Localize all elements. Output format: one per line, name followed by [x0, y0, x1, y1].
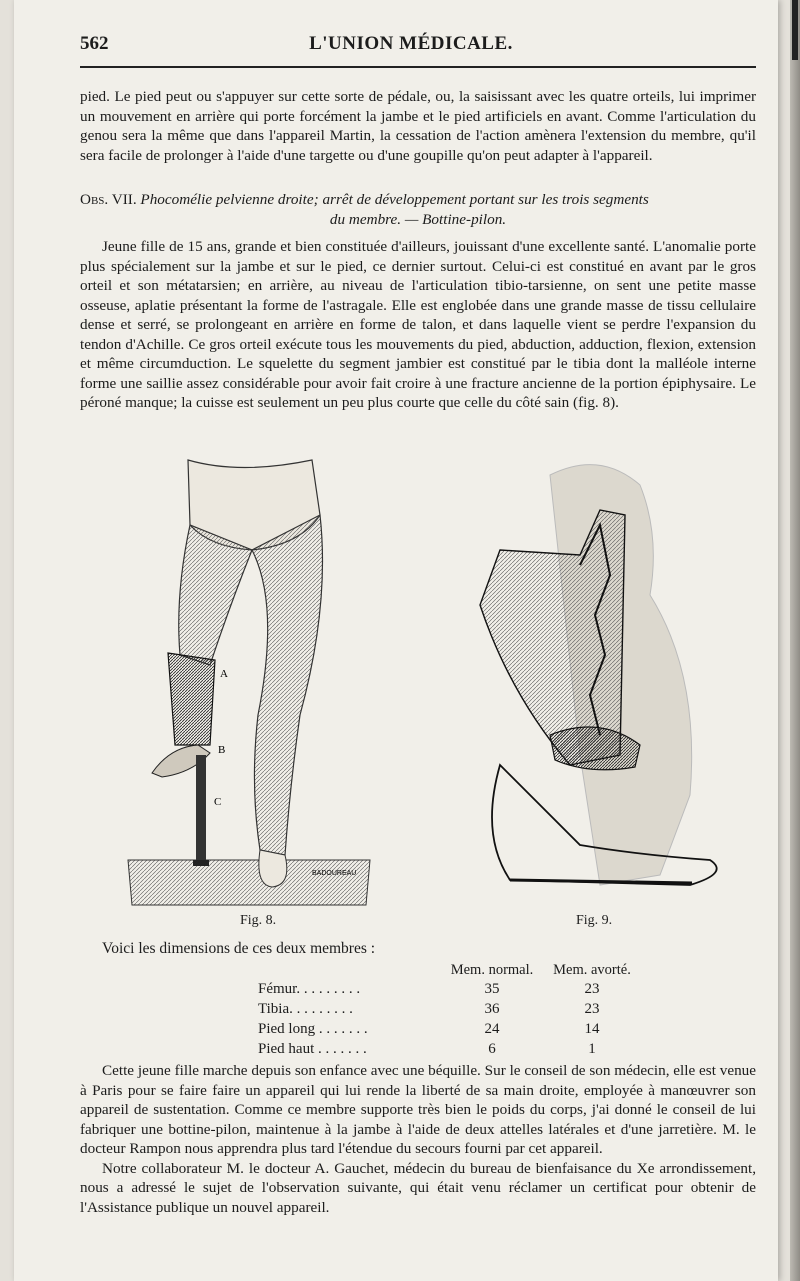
- page-edge-mark: [792, 0, 798, 60]
- cell-normal: 35: [484, 980, 500, 997]
- page-header: [66, 33, 756, 59]
- paragraph-1: [80, 87, 756, 165]
- observation-label: Obs. VII.: [80, 191, 137, 208]
- page-number: 562: [80, 33, 109, 54]
- figure-8-caption: Fig. 8.: [240, 913, 277, 928]
- book-page: [14, 0, 778, 1281]
- table-row: [254, 999, 642, 1019]
- paragraph-3: [80, 1061, 756, 1217]
- cell-avorte: 1: [588, 1040, 596, 1057]
- observation-heading: [80, 190, 756, 229]
- paragraph-3b-text: Notre collaborateur M. le docteur A. Gauchet, médecin du bureau de bienfaisance du Xe arrondissement, nous a adressé le sujet de l'observation suivante, qui était venu réclamer un certificat pour obtenir de l'Assistance publique un nouvel appareil.: [80, 1159, 756, 1216]
- observation-title-line1: Phocomélie pelvienne droite; arrêt de développement portant sur les trois segments: [140, 191, 649, 208]
- dimensions-table: [254, 962, 642, 1059]
- dimensions-intro: Voici les dimensions de ces deux membres :: [102, 940, 376, 957]
- observation-title-line2: du membre. — Bottine-pilon.: [329, 210, 507, 228]
- row-label: Pied haut . . . . . . .: [258, 1040, 367, 1057]
- table-header-row: [254, 962, 642, 979]
- paragraph-1-text: pied. Le pied peut ou s'appuyer sur cette sorte de pédale, ou, la saisissant avec les quatre orteils, lui imprimer un mouvement en arrière qui porte forcément la jambe et le pied artificiels en avant. Comme l'articulation du genou sera la même que dans l'appareil Martin, la cessation de l'action amènera l'extension du membre, qu'il sera facile de prolonger à l'aide d'une targette ou d'une goupille qu'on peut adapter à l'appareil.: [80, 88, 756, 164]
- row-label: Pied long . . . . . . .: [258, 1020, 368, 1037]
- paragraph-2-text: Jeune fille de 15 ans, grande et bien constituée d'ailleurs, jouissant d'une excellente santé. L'anomalie porte plus spécialement sur la jambe et sur le pied, ce dernier surtout. Celui-ci est constitué en avant par le gros orteil et son métatarsien; en arrière, au niveau de l'articulation tibio-tarsienne, on sent une petite masse osseuse, aplatie présentant la forme de l'astragale. Elle est englobée dans une grande masse de tissu cellulaire dense et serré, se prolongeant en arrière en forme de talon, et dans laquelle vient se perdre l'expansion du tendon d'Achille. Ce gros orteil exécute tous les mouvements du pied, abduction, adduction, flexion, extension et même circumduction. Le squelette du segment jambier est constitué par le tibia dont la malléole interne forme une saillie assez considérable pour avoir fait croire à une fracture ancienne de la portion épiphysaire. Le péroné manque; la cuisse est seulement un peu plus courte que celle du côté sain (fig. 8).: [80, 238, 756, 411]
- figures-area: [80, 455, 756, 935]
- column-header-normal: Mem. normal.: [450, 962, 534, 978]
- fig8-letter-c: C: [214, 796, 222, 808]
- table-row: [254, 1019, 642, 1039]
- paragraph-3a-text: Cette jeune fille marche depuis son enfance avec une béquille. Sur le conseil de son médecin, elle est venue à Paris pour se faire faire un appareil qui lui rende la liberté de sa main droite, employée à manœuvrer son appareil de sustentation. Comme ce membre supporte très bien le poids du corps, j'ai donné le conseil de lui fabriquer une bottine-pilon, maintenue à la jambe à l'aide de deux attelles latérales et d'une jarretière. M. le docteur Rampon nous apprendra plus tard l'étendue du secours fourni par cet appareil.: [80, 1062, 756, 1157]
- running-title: L'UNION MÉDICALE.: [309, 33, 513, 54]
- column-header-avorte: Mem. avorté.: [553, 962, 631, 978]
- cell-avorte: 23: [584, 980, 600, 997]
- header-rule: [80, 66, 756, 68]
- table-row: [254, 979, 642, 999]
- cell-normal: 36: [484, 1000, 500, 1017]
- figure-9-caption: Fig. 9.: [576, 913, 613, 928]
- figure-8-illustration: [80, 455, 756, 915]
- fig8-letter-b: B: [218, 744, 226, 756]
- cell-normal: 6: [488, 1040, 496, 1057]
- row-label: Fémur. . . . . . . . .: [258, 980, 361, 997]
- cell-normal: 24: [484, 1020, 500, 1037]
- row-label: Tibia. . . . . . . . .: [258, 1000, 353, 1017]
- table-row: [254, 1039, 642, 1059]
- page-edge: [790, 0, 800, 1281]
- figure-9-illustration: [480, 465, 717, 885]
- cell-avorte: 23: [584, 1000, 600, 1017]
- paragraph-2: [80, 237, 756, 413]
- cell-avorte: 14: [584, 1020, 600, 1037]
- fig8-letter-a: A: [220, 668, 228, 680]
- engraver-signature: BADOUREAU: [312, 870, 357, 877]
